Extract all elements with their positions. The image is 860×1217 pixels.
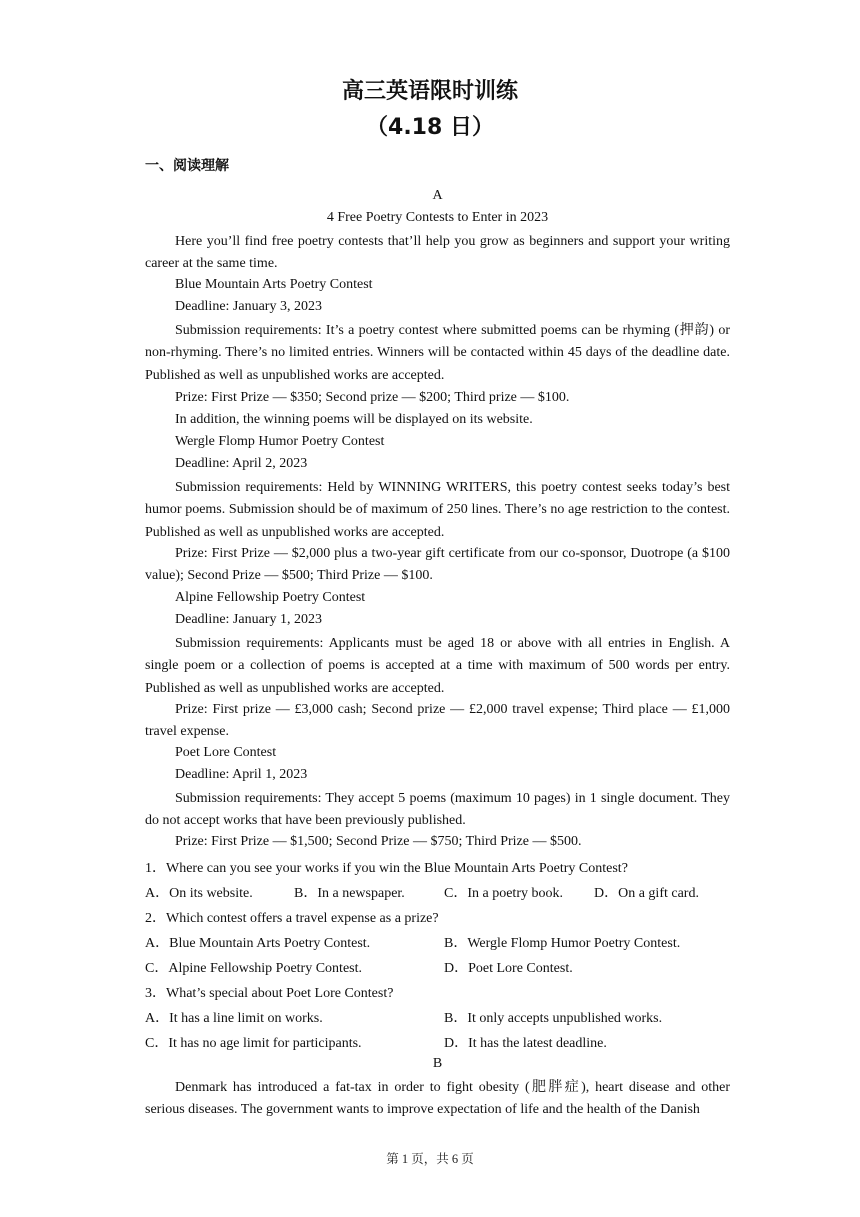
prize-text: Prize: First prize — £3,000 cash; Second prize — £2,000 travel expense; Third place — £1,000 travel expense.	[145, 702, 730, 740]
contest-3-deadline: Deadline: January 1, 2023	[175, 612, 322, 627]
page-date: （4.18 日）	[366, 115, 494, 140]
req-text: Submission requirements: It’s a poetry contest where submitted poems can be rhyming (押韵) or non-rhyming. There’s no limited entries. Winners will be contacted within 45 days of the deadline date. Published as well as unpublished works are accepted.	[145, 323, 730, 383]
contest-3-requirements	[145, 633, 730, 700]
req-text: Submission requirements: Held by WINNING WRITERS, this poetry contest seeks today’s best humor poems. Submission should be of maximum of 250 lines. There’s no age restriction to the contest. Published as well as unpublished works are accepted.	[145, 480, 730, 540]
question-2-option-b: B．Wergle Flomp Humor Poetry Contest.	[444, 936, 681, 951]
passage-a-intro	[145, 231, 730, 276]
contest-2-prize	[145, 543, 730, 588]
question-3-option-a: A．It has a line limit on works.	[145, 1011, 323, 1026]
question-3-option-d: D．It has the latest deadline.	[444, 1036, 607, 1051]
contest-1-name: Blue Mountain Arts Poetry Contest	[175, 277, 373, 292]
intro-text: Here you’ll find free poetry contests that’ll help you grow as beginners and support your writing career at the same time.	[145, 234, 730, 272]
question-3-option-c: C．It has no age limit for participants.	[145, 1036, 362, 1051]
question-2-option-c: C．Alpine Fellowship Poetry Contest.	[145, 961, 362, 976]
contest-4-requirements	[145, 788, 730, 833]
contest-3-prize	[145, 699, 730, 744]
question-2-stem: 2．Which contest offers a travel expense as a prize?	[145, 911, 439, 926]
passage-a-title: 4 Free Poetry Contests to Enter in 2023	[326, 210, 549, 225]
question-1-option-b: B．In a newspaper.	[294, 886, 405, 901]
contest-4-prize: Prize: First Prize — $1,500; Second Prize — $750; Third Prize — $500.	[175, 834, 582, 849]
question-3-stem: 3．What’s special about Poet Lore Contest?	[145, 986, 394, 1001]
contest-1-prize: Prize: First Prize — $350; Second prize — $200; Third prize — $100.	[175, 390, 570, 405]
question-1-option-d: D．On a gift card.	[594, 886, 699, 901]
contest-1-extra: In addition, the winning poems will be displayed on its website.	[175, 412, 533, 427]
question-1-option-c: C．In a poetry book.	[444, 886, 563, 901]
contest-4-name: Poet Lore Contest	[175, 745, 277, 760]
contest-2-name: Wergle Flomp Humor Poetry Contest	[175, 434, 385, 449]
contest-1-deadline: Deadline: January 3, 2023	[175, 299, 322, 314]
page-footer: 第 1 页，共 6 页	[386, 1152, 474, 1166]
section-heading: 一、阅读理解	[145, 158, 229, 174]
prize-text: Prize: First Prize — $2,000 plus a two-year gift certificate from our co-sponsor, Duotrope (a $100 value); Second Prize — $500; Third Prize — $100.	[145, 546, 730, 584]
passage-b-paragraph	[145, 1077, 730, 1122]
req-text: Submission requirements: Applicants must be aged 18 or above with all entries in English. A single poem or a collection of poems is accepted at a time with maximum of 500 words per entry. Published as well as unpublished works are accepted.	[145, 636, 730, 696]
passage-a-label: A	[432, 188, 443, 203]
passage-b-text: Denmark has introduced a fat-tax in order to fight obesity (肥胖症), heart disease and other serious diseases. The government wants to improve expectation of life and the health of the Danish	[145, 1080, 730, 1118]
question-1-stem: 1．Where can you see your works if you win the Blue Mountain Arts Poetry Contest?	[145, 861, 628, 876]
question-3-option-b: B．It only accepts unpublished works.	[444, 1011, 663, 1026]
contest-4-deadline: Deadline: April 1, 2023	[175, 767, 308, 782]
contest-2-requirements	[145, 477, 730, 544]
contest-2-deadline: Deadline: April 2, 2023	[175, 456, 308, 471]
contest-1-requirements	[145, 320, 730, 387]
question-2-option-d: D．Poet Lore Contest.	[444, 961, 573, 976]
contest-3-name: Alpine Fellowship Poetry Contest	[175, 590, 366, 605]
req-text: Submission requirements: They accept 5 poems (maximum 10 pages) in 1 single document. They do not accept works that have been previously published.	[145, 791, 730, 829]
question-1-option-a: A．On its website.	[145, 886, 253, 901]
page-title: 高三英语限时训练	[341, 79, 518, 104]
question-2-option-a: A．Blue Mountain Arts Poetry Contest.	[145, 936, 371, 951]
passage-b-label: B	[432, 1056, 443, 1071]
